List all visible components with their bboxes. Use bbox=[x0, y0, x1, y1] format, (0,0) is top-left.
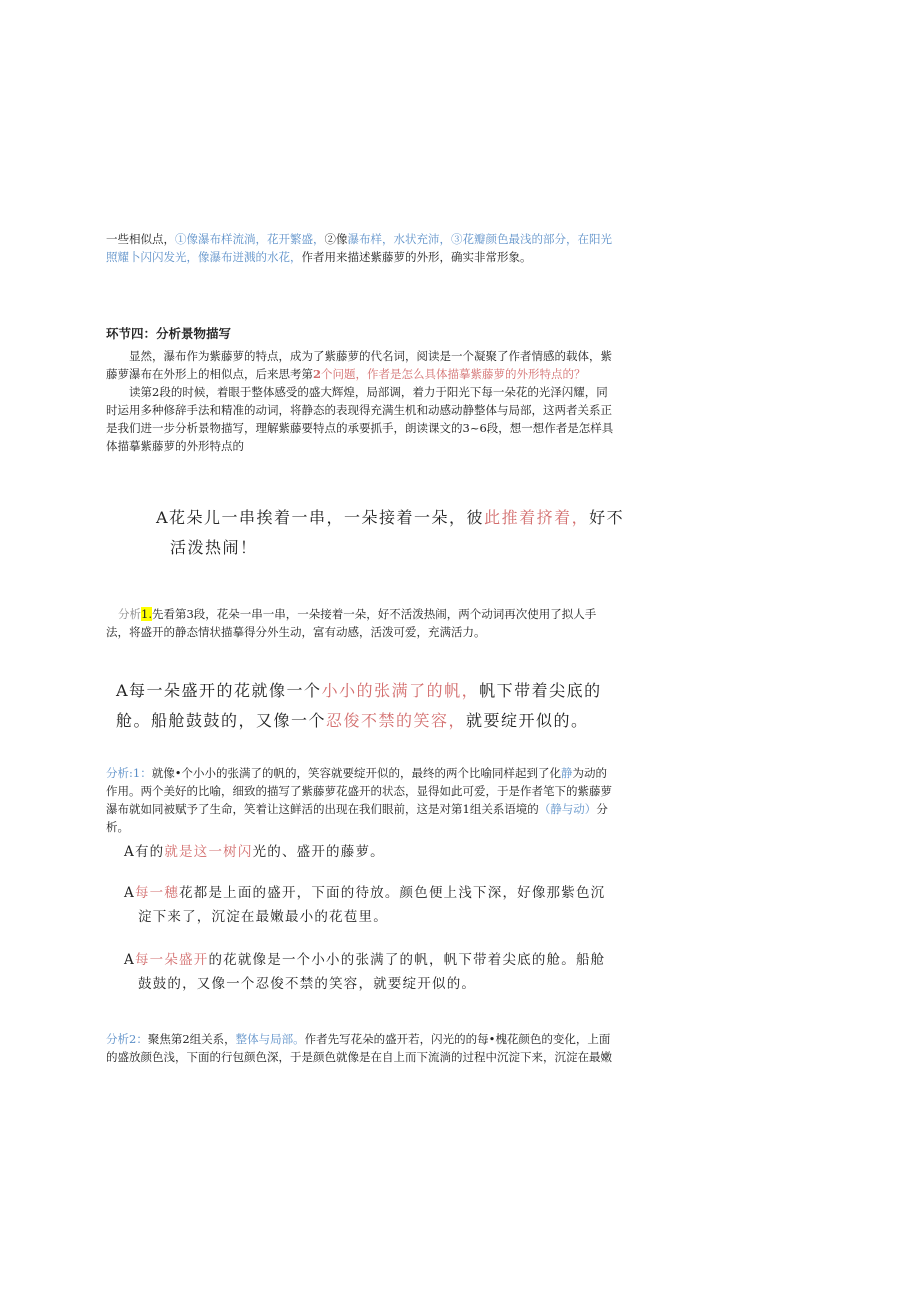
analysis-3-a: 聚焦第2组关系， bbox=[147, 1032, 236, 1046]
analysis-2-d: （静与动） bbox=[538, 802, 597, 816]
quote-2-f: 就要绽开似的。 bbox=[466, 711, 589, 730]
quote-5-c: 的花就像是一个小小的张满了的帆，帆下带着尖底的舱。船舱鼓鼓的，又像一个忍俊不禁的笑容，就要绽开似的。 bbox=[138, 952, 606, 992]
quote-3-a: A有的 bbox=[124, 844, 165, 860]
quote-2-line-1 bbox=[116, 676, 616, 706]
intro-text-a: 一些相似点， bbox=[106, 232, 175, 246]
section-p1-c: 个问题，作者是怎么具体描摹紫藤萝的外形特点的？ bbox=[321, 367, 586, 381]
intro-text-d: 瀑布样，水状充沛，③花瓣颜色最浅的部分，在阳光照耀卜闪闪发光，像瀑布迸溅的水花， bbox=[106, 232, 612, 264]
quote-2-a: A每一朵盛开的花就像一个 bbox=[116, 681, 322, 700]
quote-4 bbox=[124, 881, 614, 929]
intro-text-b: ①像瀑布样流淌，花开繁盛， bbox=[175, 232, 325, 246]
quote-2-line-2 bbox=[116, 706, 616, 736]
quote-1-a: A花朵儿一串挨着一串，一朵接着一朵，彼 bbox=[156, 508, 485, 527]
analysis-2 bbox=[106, 764, 614, 836]
quote-1-d: 活泼热闹！ bbox=[170, 538, 258, 557]
section-p1-b: 2 bbox=[313, 367, 322, 381]
quote-2-d: 舱。船舱鼓鼓的，又像一个 bbox=[116, 711, 327, 730]
quote-3-c: 光的、盛开的藤萝。 bbox=[252, 844, 385, 860]
analysis-2-label: 分析:1： bbox=[106, 766, 152, 780]
analysis-1-num: 1. bbox=[141, 607, 152, 621]
analysis-1 bbox=[106, 605, 614, 641]
analysis-3-label: 分析2： bbox=[106, 1032, 148, 1046]
quote-5 bbox=[124, 948, 614, 996]
analysis-1-label: 分析 bbox=[118, 607, 141, 621]
analysis-1-text: 先看第3段，花朵一串一串，一朵接着一朵，好不活泼热闹，两个动词再次使用了拟人手法，将盛开的静态情状描摹得分外生动，富有动感，活泼可爱，充满活力。 bbox=[106, 607, 597, 639]
quote-2-b: 小小的张满了的帆， bbox=[321, 681, 480, 700]
section-heading: 环节四：分析景物描写 bbox=[106, 326, 232, 341]
quote-4-c: 花都是上面的盛开，下面的待放。颜色便上浅下深，好像那紫色沉淀下来了，沉淀在最嫩最小的花苞里。 bbox=[138, 885, 606, 925]
quote-1-line bbox=[156, 503, 626, 533]
quote-3 bbox=[124, 840, 614, 864]
quote-4-a: A bbox=[124, 885, 135, 901]
analysis-2-a: 就像•个小小的张满了的帆的，笑容就要绽开似的，最终的两个比喻同样起到了化 bbox=[151, 766, 561, 780]
intro-text-e: 作者用来描述紫藤萝的外形，确实非常形象。 bbox=[301, 250, 532, 264]
quote-2-e: 忍俊不禁的笑容， bbox=[326, 711, 467, 730]
quote-5-b: 每一朵盛开 bbox=[134, 952, 209, 968]
analysis-3-b: 整体与局部。 bbox=[235, 1032, 305, 1046]
section-four bbox=[106, 325, 614, 455]
intro-text-c: ②像 bbox=[324, 232, 348, 246]
analysis-2-b: 静 bbox=[560, 766, 573, 780]
section-paragraph-1 bbox=[106, 347, 614, 383]
analysis-2-e: 分析。 bbox=[106, 802, 608, 834]
analysis-2-c: 为动的作用。两个美好的比喻，细致的描写了紫藤萝花盛开的状态，显得如此可爱，于是作者笔下的紫藤萝瀑布就如同被赋予了生命，笑着让这鲜活的出现在我们眼前，这是对第1组关系语境的 bbox=[106, 766, 612, 816]
quote-1-b: 此推着挤着， bbox=[484, 508, 590, 527]
quote-4-b: 每一穗 bbox=[134, 885, 180, 901]
section-paragraph-2: 读第2段的时候，着眼于整体感受的盛大辉煌，局部调，着力于阳光下每一朵花的光泽闪耀，同时运用多种修辞手法和精准的动词，将静态的表现得充满生机和动感动静整体与局部，这两者关系正是我们进一步分析景物描写，理解紫藤要特点的承要抓手，朗读课文的3~6段，想一想作者是怎样具体描摹紫藤萝的外形特点的 bbox=[106, 385, 614, 453]
quote-5-a: A bbox=[124, 952, 135, 968]
quote-2 bbox=[116, 676, 616, 736]
quote-1-c: 好不 bbox=[589, 508, 625, 527]
analysis-3 bbox=[106, 1030, 614, 1066]
quote-1 bbox=[156, 503, 626, 563]
analysis-3-c: 作者先写花朵的盛开若，闪光的的每•槐花颜色的变化，上面的盛放颜色浅，下面的行包颜色深，于是颜色就像是在自上而下流淌的过程中沉淀下来，沉淀在最嫩 bbox=[106, 1032, 612, 1064]
quote-2-c: 帆下带着尖底的 bbox=[479, 681, 602, 700]
intro-paragraph bbox=[106, 230, 614, 266]
section-p1-a: 显然，瀑布作为紫藤萝的特点，成为了紫藤萝的代名词，阅读是一个凝聚了作者情感的载体，紫藤萝瀑布在外形上的相似点，后来思考第 bbox=[106, 349, 612, 381]
quote-3-b: 就是这一树闪 bbox=[164, 844, 253, 860]
